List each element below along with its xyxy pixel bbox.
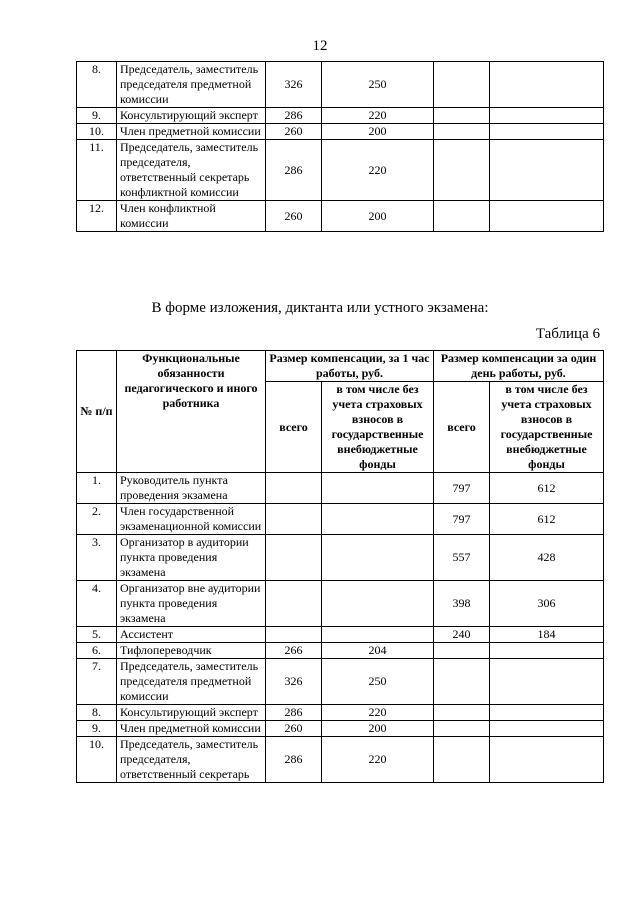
- row-hour-excl: [322, 504, 434, 535]
- row-role: Ассистент: [117, 627, 266, 643]
- row-number: 6.: [77, 643, 117, 659]
- row-hour-total: 260: [266, 124, 322, 140]
- row-role: Член конфликтной комиссии: [117, 201, 266, 232]
- row-role: Консультирующий эксперт: [117, 108, 266, 124]
- table-row: [77, 627, 604, 643]
- row-hour-total: 266: [266, 643, 322, 659]
- row-day-total: [434, 643, 490, 659]
- row-day-total: [434, 140, 490, 201]
- row-day-total: [434, 124, 490, 140]
- row-hour-total: [266, 627, 322, 643]
- row-day-total: 557: [434, 535, 490, 581]
- row-hour-excl: 200: [322, 721, 434, 737]
- row-number: 1.: [77, 473, 117, 504]
- row-day-total: [434, 737, 490, 783]
- row-role: Член государственной экзаменационной комиссии: [117, 504, 266, 535]
- row-day-excl: [490, 737, 604, 783]
- row-hour-total: 286: [266, 108, 322, 124]
- row-role: Председатель, заместитель председателя предметной комиссии: [117, 659, 266, 705]
- header-hour-total: всего: [266, 382, 322, 473]
- table-row: [77, 201, 604, 232]
- header-day-group: Размер компенсации за один день работы, руб.: [434, 351, 604, 382]
- row-hour-total: 326: [266, 659, 322, 705]
- row-day-excl: [490, 721, 604, 737]
- table-row: [77, 705, 604, 721]
- row-day-excl: 612: [490, 504, 604, 535]
- row-role: Член предметной комиссии: [117, 124, 266, 140]
- table-row: [77, 643, 604, 659]
- row-role: Тифлопереводчик: [117, 643, 266, 659]
- row-day-excl: [490, 62, 604, 108]
- row-day-total: [434, 721, 490, 737]
- row-hour-excl: 200: [322, 124, 434, 140]
- row-hour-total: [266, 504, 322, 535]
- row-day-excl: 428: [490, 535, 604, 581]
- row-day-total: 797: [434, 504, 490, 535]
- row-day-total: [434, 62, 490, 108]
- row-day-total: [434, 108, 490, 124]
- row-number: 8.: [77, 62, 117, 108]
- row-number: 10.: [77, 737, 117, 783]
- row-day-total: [434, 201, 490, 232]
- row-day-excl: [490, 643, 604, 659]
- row-number: 7.: [77, 659, 117, 705]
- compensation-table-6: [76, 350, 604, 783]
- row-role: Руководитель пункта проведения экзамена: [117, 473, 266, 504]
- page-number: 12: [312, 38, 328, 54]
- row-day-total: 398: [434, 581, 490, 627]
- row-role: Организатор вне аудитории пункта проведения экзамена: [117, 581, 266, 627]
- row-day-excl: [490, 140, 604, 201]
- row-hour-excl: [322, 535, 434, 581]
- table-row: [77, 737, 604, 783]
- table-row: [77, 504, 604, 535]
- table-row: [77, 124, 604, 140]
- row-day-total: [434, 659, 490, 705]
- row-day-excl: 612: [490, 473, 604, 504]
- row-day-excl: 306: [490, 581, 604, 627]
- table-caption: Таблица 6: [535, 326, 600, 342]
- row-hour-total: 286: [266, 140, 322, 201]
- row-hour-excl: 204: [322, 643, 434, 659]
- row-role: Член предметной комиссии: [117, 721, 266, 737]
- row-number: 12.: [77, 201, 117, 232]
- table-row: [77, 473, 604, 504]
- row-hour-total: [266, 473, 322, 504]
- row-role: Председатель, заместитель председателя, ответственный секретарь: [117, 737, 266, 783]
- row-hour-total: [266, 581, 322, 627]
- row-hour-total: 260: [266, 721, 322, 737]
- row-hour-excl: 250: [322, 659, 434, 705]
- row-day-excl: [490, 124, 604, 140]
- row-day-excl: [490, 108, 604, 124]
- header-num: № п/п: [77, 351, 117, 473]
- header-day-total: всего: [434, 382, 490, 473]
- table-row: [77, 535, 604, 581]
- row-number: 9.: [77, 721, 117, 737]
- row-day-total: 240: [434, 627, 490, 643]
- row-role: Консультирующий эксперт: [117, 705, 266, 721]
- row-hour-excl: 220: [322, 705, 434, 721]
- table-row: [77, 140, 604, 201]
- row-number: 9.: [77, 108, 117, 124]
- row-day-excl: [490, 705, 604, 721]
- row-number: 4.: [77, 581, 117, 627]
- table-row: [77, 62, 604, 108]
- row-day-excl: [490, 659, 604, 705]
- table-row: [77, 581, 604, 627]
- row-hour-total: 260: [266, 201, 322, 232]
- row-hour-excl: 220: [322, 737, 434, 783]
- row-number: 10.: [77, 124, 117, 140]
- row-number: 3.: [77, 535, 117, 581]
- row-hour-excl: 250: [322, 62, 434, 108]
- table-row: [77, 721, 604, 737]
- row-role: Председатель, заместитель председателя, ответственный секретарь конфликтной комиссии: [117, 140, 266, 201]
- header-day-excl: в том числе без учета страховых взносов в государственные внебюджетные фонды: [490, 382, 604, 473]
- row-hour-excl: 220: [322, 108, 434, 124]
- row-number: 5.: [77, 627, 117, 643]
- row-hour-total: 286: [266, 705, 322, 721]
- row-number: 8.: [77, 705, 117, 721]
- table-row: [77, 108, 604, 124]
- row-role: Организатор в аудитории пункта проведения экзамена: [117, 535, 266, 581]
- row-day-total: 797: [434, 473, 490, 504]
- row-hour-excl: [322, 581, 434, 627]
- row-hour-total: 286: [266, 737, 322, 783]
- table-header-row: [77, 351, 604, 382]
- row-day-excl: [490, 201, 604, 232]
- row-hour-excl: 220: [322, 140, 434, 201]
- row-number: 11.: [77, 140, 117, 201]
- row-hour-excl: [322, 473, 434, 504]
- header-role: Функциональные обязанности педагогического и иного работника: [117, 351, 266, 473]
- section-paragraph: В форме изложения, диктанта или устного экзамена:: [151, 300, 489, 316]
- row-day-total: [434, 705, 490, 721]
- row-role: Председатель, заместитель председателя предметной комиссии: [117, 62, 266, 108]
- row-day-excl: 184: [490, 627, 604, 643]
- row-hour-excl: 200: [322, 201, 434, 232]
- row-hour-excl: [322, 627, 434, 643]
- compensation-table-continued: [76, 61, 604, 232]
- row-number: 2.: [77, 504, 117, 535]
- row-hour-total: 326: [266, 62, 322, 108]
- row-hour-total: [266, 535, 322, 581]
- header-hour-excl: в том числе без учета страховых взносов в государственные внебюджетные фонды: [322, 382, 434, 473]
- table-row: [77, 659, 604, 705]
- header-hour-group: Размер компенсации, за 1 час работы, руб.: [266, 351, 434, 382]
